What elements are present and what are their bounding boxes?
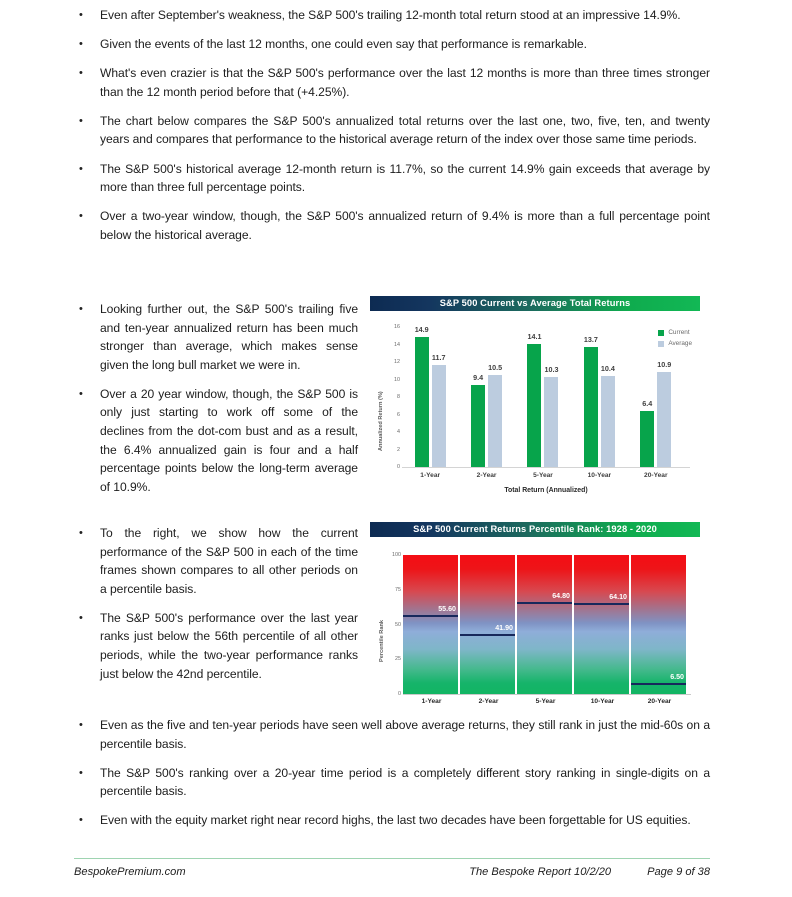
percentile-columns [403, 555, 686, 694]
bullet-text: What's even crazier is that the S&P 500's performance over the last 12 months is more than three times stronger than the 12 month period before that (+4.25%). [100, 66, 710, 99]
chart-percentile-rank [370, 522, 700, 705]
bar-group [515, 327, 571, 467]
bullet-list-top [74, 6, 710, 255]
list-item [74, 160, 710, 197]
x-tick: 20-Year [644, 472, 668, 479]
x-axis-line [403, 694, 691, 695]
bar-value-label: 14.1 [527, 331, 542, 341]
bullet-glyph: • [79, 38, 83, 51]
y-tick: 25 [395, 656, 401, 663]
y-tick: 12 [394, 359, 400, 365]
footer-site-link[interactable]: BespokePremium.com [74, 866, 186, 879]
percentile-column [574, 555, 629, 694]
percentile-value-label: 6.50 [670, 673, 684, 681]
bar-value-label: 10.4 [600, 364, 615, 373]
bar-average [657, 359, 672, 467]
x-tick: 2-Year [476, 472, 497, 479]
percentile-value-label: 55.60 [438, 604, 456, 613]
bullet-text: Over a two-year window, though, the S&P 500's annualized return of 9.4% is more than a full percentage point below the historical average. [100, 209, 710, 242]
bar-value-label: 14.9 [414, 324, 429, 334]
percentile-value-label: 64.80 [552, 591, 570, 600]
bar-value-label: 6.4 [642, 399, 653, 408]
bar-value-label: 10.9 [657, 359, 672, 369]
list-item [74, 524, 358, 598]
bar-average [431, 352, 446, 467]
y-tick: 8 [397, 394, 400, 400]
bar-value-label: 11.7 [431, 352, 446, 362]
y-tick: 75 [395, 586, 401, 593]
list-item [74, 716, 710, 753]
y-tick: 50 [395, 621, 401, 628]
bullet-text: Given the events of the last 12 months, one could even say that performance is remarkable. [100, 37, 587, 52]
bullet-text: The S&P 500's ranking over a 20-year time period is a completely different story ranking in single-digits on a percentile basis. [100, 765, 710, 799]
list-item [74, 609, 358, 683]
list-item [74, 207, 710, 244]
bullet-text: Even as the five and ten-year periods have seen well above average returns, they still rank in just the mid-60s on a percentile basis. [100, 718, 710, 751]
chart-title: S&P 500 Current vs Average Total Returns [370, 296, 700, 311]
percentile-marker [460, 623, 515, 636]
list-item [74, 112, 710, 149]
legend-label: Average [668, 340, 692, 347]
bullet-glyph: • [79, 611, 83, 624]
y-tick: 10 [394, 376, 400, 383]
bar-current [471, 372, 485, 467]
percentile-marker [631, 673, 686, 685]
percentile-value-label: 64.10 [609, 592, 627, 601]
list-item [74, 385, 358, 497]
footer-row [74, 866, 710, 878]
bar-average [600, 364, 615, 467]
bullet-text: The S&P 500's historical average 12-month return is 11.7%, so the current 14.9% gain exceeds that average by more than three full percentage points. [100, 161, 710, 195]
bullet-text: The chart below compares the S&P 500's annualized total returns over the last one, two, five, ten, and twenty years and compares that performance to the historical average return of the index over those same time periods. [100, 113, 710, 147]
chart-title: S&P 500 Current Returns Percentile Rank: 1928 - 2020 [370, 522, 700, 537]
y-tick: 4 [397, 429, 400, 435]
list-item [74, 811, 710, 830]
y-tick: 100 [392, 552, 401, 558]
x-tick: 5-Year [535, 698, 556, 705]
bullet-text: Over a 20 year window, though, the S&P 500 is only just starting to work off some of the declines from the dot-com bust and as a result, the 6.4% annualized gain is four and a half percentage points below the long-term average of 10.9%. [100, 386, 358, 494]
percentile-marker [517, 591, 572, 604]
x-tick: 10-Year [587, 472, 612, 479]
bullet-glyph: • [79, 766, 83, 779]
bar-current [527, 331, 542, 467]
bullet-text: Even with the equity market right near record highs, the last two decades have been forgettable for US equities. [100, 813, 691, 828]
percentile-column [460, 555, 515, 694]
chart-plot-area [370, 311, 700, 496]
bullet-glyph: • [79, 527, 83, 539]
x-tick: 5-Year [533, 472, 553, 479]
bullet-text: Looking further out, the S&P 500's trailing five and ten-year annualized return has been much stronger than average, which makes sense given the long bull market we were in. [100, 302, 358, 372]
footer-page-number: Page 9 of 38 [647, 866, 710, 879]
x-tick: 2-Year [478, 698, 499, 705]
y-tick: 0 [397, 464, 400, 470]
bullet-glyph: • [79, 9, 83, 21]
bullet-glyph: • [79, 719, 83, 731]
legend-label: Current [668, 329, 690, 336]
x-axis-line [402, 467, 690, 468]
x-tick: 20-Year [647, 698, 672, 705]
percentile-column [517, 555, 572, 694]
chart-plot-area [370, 537, 700, 705]
bar-value-label: 13.7 [583, 335, 598, 345]
y-tick: 2 [397, 446, 400, 453]
bar-value-label: 10.3 [544, 364, 559, 374]
percentile-column [631, 555, 686, 694]
bar-group [571, 327, 627, 467]
x-tick: 1-Year [421, 698, 442, 705]
bullet-glyph: • [79, 814, 83, 827]
y-tick: 14 [394, 341, 400, 348]
footer-divider [74, 858, 710, 859]
bullet-glyph: • [79, 67, 83, 80]
bar-value-label: 9.4 [473, 372, 484, 382]
percentile-column [403, 555, 458, 694]
bullet-glyph: • [79, 210, 83, 223]
page-footer [74, 858, 710, 878]
y-tick: 0 [398, 691, 401, 697]
bar-current [414, 324, 429, 467]
bullet-text: To the right, we show how the current performance of the S&P 500 in each of the time frames shown compares to all other periods on a percentile basis. [100, 526, 358, 596]
y-axis-label: Annualized Return (%) [378, 391, 384, 451]
bullet-list-left-upper [74, 300, 364, 507]
bullet-glyph: • [79, 303, 83, 315]
bullet-list-left-lower [74, 524, 364, 694]
y-tick: 6 [397, 411, 400, 418]
bullet-glyph: • [79, 162, 83, 175]
list-item [74, 6, 710, 25]
x-tick: 10-Year [590, 698, 615, 705]
bar-groups [402, 324, 684, 467]
percentile-value-label: 41.90 [495, 623, 513, 632]
percentile-marker [574, 592, 629, 605]
bar-group [628, 327, 684, 467]
list-item [74, 64, 710, 101]
bullet-list-bottom [74, 716, 710, 840]
bar-average [544, 364, 559, 467]
bullet-glyph: • [79, 387, 83, 400]
bar-value-label: 10.5 [488, 363, 503, 373]
bar-current [640, 399, 654, 467]
bar-average [488, 363, 503, 467]
chart-current-vs-average [370, 296, 700, 496]
list-item [74, 35, 710, 54]
list-item [74, 300, 358, 374]
bullet-text: The S&P 500's performance over the last year ranks just below the 56th percentile of all other periods, while the two-year performance ranks just below the 42nd percentile. [100, 610, 358, 681]
percentile-marker [403, 604, 458, 617]
list-item [74, 764, 710, 801]
bar-group [402, 324, 458, 467]
x-axis-label: Total Return (Annualized) [504, 487, 588, 494]
bullet-text: Even after September's weakness, the S&P 500's trailing 12-month total return stood at an impressive 14.9%. [100, 8, 681, 22]
y-axis-label: Percentile Rank [379, 620, 385, 662]
bar-group [458, 327, 514, 467]
y-tick: 16 [394, 324, 400, 330]
x-tick: 1-Year [420, 472, 441, 479]
bar-current [583, 335, 598, 467]
bullet-glyph: • [79, 114, 83, 127]
footer-report-title: The Bespoke Report 10/2/20 [469, 866, 612, 879]
